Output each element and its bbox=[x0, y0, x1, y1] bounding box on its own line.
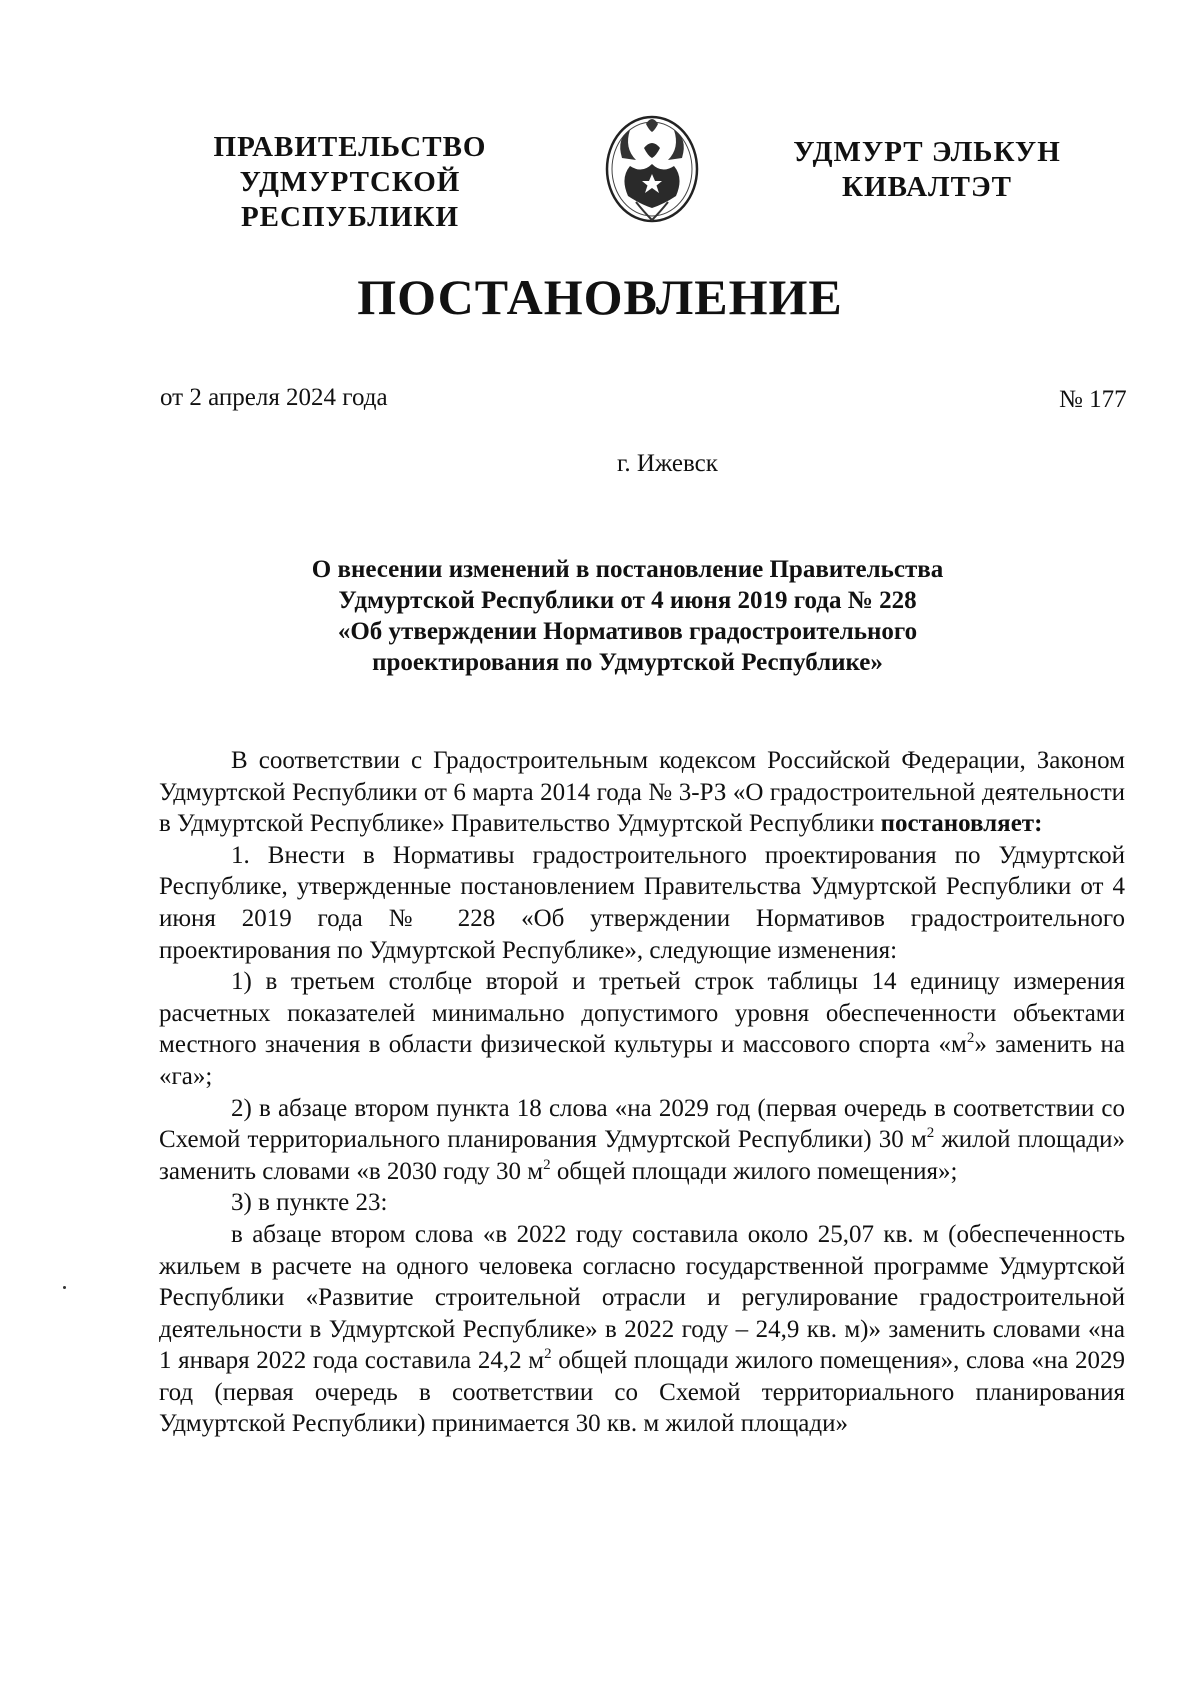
header-right-line1: УДМУРТ ЭЛЬКУН bbox=[793, 136, 1061, 168]
document-city: г. Ижевск bbox=[617, 450, 718, 477]
subitem-2-sup-2: 2 bbox=[543, 1156, 551, 1173]
scan-speck bbox=[63, 1286, 66, 1289]
subitem-1-text-b: » заменить на «га»; bbox=[159, 1031, 1125, 1090]
preamble-colon: : bbox=[1034, 810, 1043, 838]
paragraph-subitem-3: 3) в пункте 23: bbox=[231, 1189, 388, 1217]
subject-line4: проектирования по Удмуртской Республике» bbox=[372, 649, 883, 676]
subitem-1-text-a: 1) в третьем столбце второй и третьей строк таблицы 14 единицу измерения расчетных показателей минимально допустимого уровня обеспеченности объектами местного значения в области физической культуры и массового спорта «м bbox=[159, 968, 1125, 1059]
subitem-2-text-c: общей площади жилого помещения»; bbox=[550, 1157, 958, 1185]
abzac-text-a: в абзаце втором слова «в 2022 году составила около 25,07 кв. м (обеспеченность жильем в расчете на одного человека согласно государственной программе Удмуртской Республики «Развитие строительной отрасли и регулирование градостроительной деятельности в Удмуртской Республике» в 2022 году – 24,9 кв. м)» заменить словами «на 1 января 2022 года составила 24,2 м bbox=[159, 1220, 1125, 1375]
paragraph-subitem-3-abzac bbox=[159, 1219, 1125, 1440]
header-left-line1: ПРАВИТЕЛЬСТВО bbox=[213, 131, 487, 163]
subitem-2-text-a: 2) в абзаце втором пункта 18 слова «на 2029 год (первая очередь в соответствии со Схемой территориального планирования Удмуртской Республики) 30 м bbox=[159, 1094, 1125, 1154]
paragraph-item-1: 1. Внести в Нормативы градостроительного проектирования по Удмуртской Республике, утвержденные постановлением Правительства Удмуртской Республики от 4 июня 2019 года № 228 «Об утверждении Нормативов градостроительного проектирования по Удмуртской Республике», следующие изменения: bbox=[159, 841, 1125, 964]
subject-line3: «Об утверждении Нормативов градостроительного bbox=[337, 618, 918, 645]
document-body bbox=[159, 745, 1125, 1440]
abzac-sup: 2 bbox=[544, 1346, 552, 1363]
preamble-text: В соответствии с Градостроительным кодексом Российской Федерации, Законом Удмуртской Республики от 6 марта 2014 года № 3-РЗ «О градостроительной деятельности в Удмуртской Республике» Правительство Удмуртской Республики bbox=[159, 747, 1125, 838]
document-subject bbox=[200, 554, 1055, 678]
document-number: № 177 bbox=[1059, 386, 1127, 413]
subitem-2-sup-1: 2 bbox=[926, 1125, 935, 1142]
document-title: ПОСТАНОВЛЕНИЕ bbox=[357, 269, 843, 325]
header-left bbox=[130, 130, 570, 235]
paragraph-subitem-1 bbox=[159, 966, 1125, 1092]
header-left-line2: УДМУРТСКОЙ РЕСПУБЛИКИ bbox=[239, 166, 461, 233]
abzac-text-b: общей площади жилого помещения», слова «на 2029 год (первая очередь в соответствии со Схемой территориального планирования Удмуртской Республики) принимается 30 кв. м жилой площади» bbox=[159, 1347, 1125, 1438]
subject-line2: Удмуртской Республики от 4 июня 2019 года № 228 bbox=[338, 587, 917, 614]
document-date: от 2 апреля 2024 года bbox=[160, 384, 388, 411]
subitem-1-sup: 2 bbox=[966, 1030, 975, 1047]
paragraph-subitem-2 bbox=[159, 1093, 1125, 1188]
header-right-line2: КИВАЛТЭТ bbox=[841, 171, 1012, 203]
preamble-resolves: постановляет bbox=[880, 810, 1035, 838]
subitem-2-text-b: жилой площади» заменить словами «в 2030 году 30 м bbox=[159, 1126, 1125, 1185]
subject-line1: О внесении изменений в постановление Правительства bbox=[311, 556, 944, 583]
paragraph-preamble bbox=[159, 745, 1125, 840]
emblem-icon bbox=[600, 108, 704, 226]
header-right bbox=[782, 135, 1072, 205]
